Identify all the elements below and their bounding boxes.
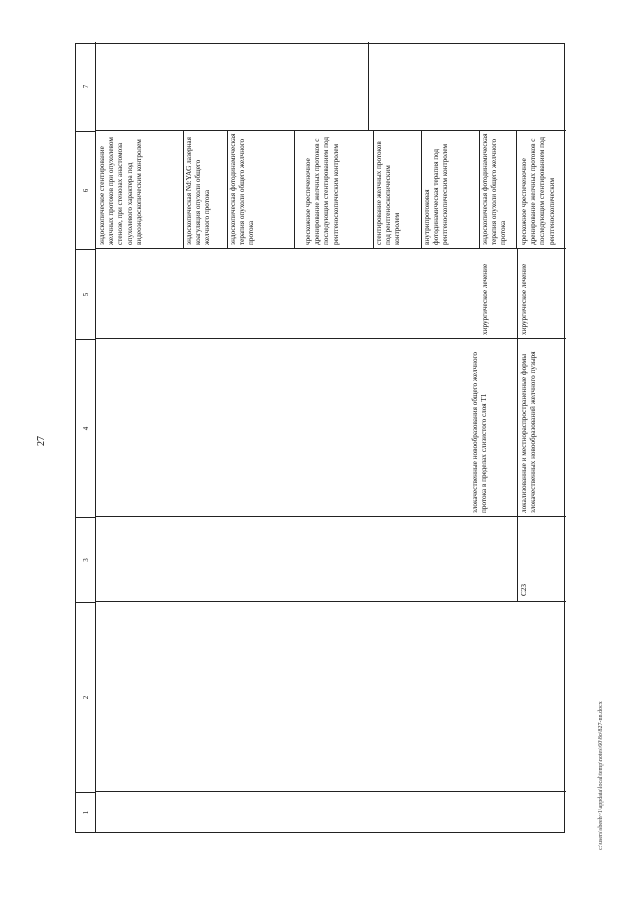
method-row-4: чрескожное чреспеченочное дренирование желчных протоков с последующим стентированием под рентгеноскопическим контролем [304,137,340,245]
col6-sep-7 [516,131,517,249]
header-col-1: 1 [76,792,96,832]
col-line-1 [96,791,566,792]
col-line-3 [96,516,566,517]
method-row-7: эндоскопическая фотодинамическая терапия опухоли общего желчного протока [481,133,508,245]
footer-file-path: c:\users\sbeeh~1\appdata\local\temp\notes\60\8o\827-nn.docx [598,701,604,850]
col-line-6 [96,130,566,131]
disease-row-2: локализованные и местнораспространенные формы злокачественных новообразований желчного пузыря [520,351,538,513]
method-row-1: эндоскопическое стентирование желчных протоков при опухолевом стенозе, при стенозах анастомоза опухолевого характера под видеоэндоскопическим контролем [98,137,143,245]
method-row-2: эндоскопическая Nd:YAG лазерная коагуляция опухоли общего желчного протока [185,137,212,245]
method-row-5: стентирование желчных протоков под рентгеноскопическим контролем [375,141,402,245]
col7-row-sep [368,42,369,131]
method-row-6: внутрипротоковая фотодинамическая терапия под рентгеноскопическим контролем [423,143,450,245]
treatment-type-row-1: хирургическое лечение [481,263,489,335]
col6-sep-4 [373,131,374,249]
col6-sep-6 [479,131,480,249]
header-col-4: 4 [76,339,96,517]
header-col-3: 3 [76,517,96,602]
col-line-4 [96,338,566,339]
treatment-type-row-2: хирургическое лечение [520,263,528,335]
col6-sep-3 [294,131,295,249]
header-col-2: 2 [76,602,96,792]
table-header-row [76,42,96,832]
header-col-6: 6 [76,131,96,249]
disease-row-1: злокачественные новообразования общего желчного протока в пределах слизистого слоя T1 [471,352,489,513]
col6-sep-2 [227,131,228,249]
col45-row-sep [517,249,518,517]
table-border [75,43,565,833]
page-number: 27 [36,436,47,446]
header-col-7: 7 [82,84,90,89]
col3-row-sep [517,517,518,602]
col-line-2 [96,601,566,602]
col6-sep-1 [183,131,184,249]
method-row-3: эндоскопическая фотодинамическая терапия опухоли общего желчного протока [229,133,256,245]
header-col-5: 5 [76,249,96,339]
icd-code-c23: C23 [520,584,528,596]
rotated-table [75,43,565,833]
col6-sep-5 [421,131,422,249]
col-line-5 [96,248,566,249]
method-row-8: чрескожное чреспеченочное дренирование желчных протоков с последующим стентированием под рентгеноскопическим [520,137,556,245]
